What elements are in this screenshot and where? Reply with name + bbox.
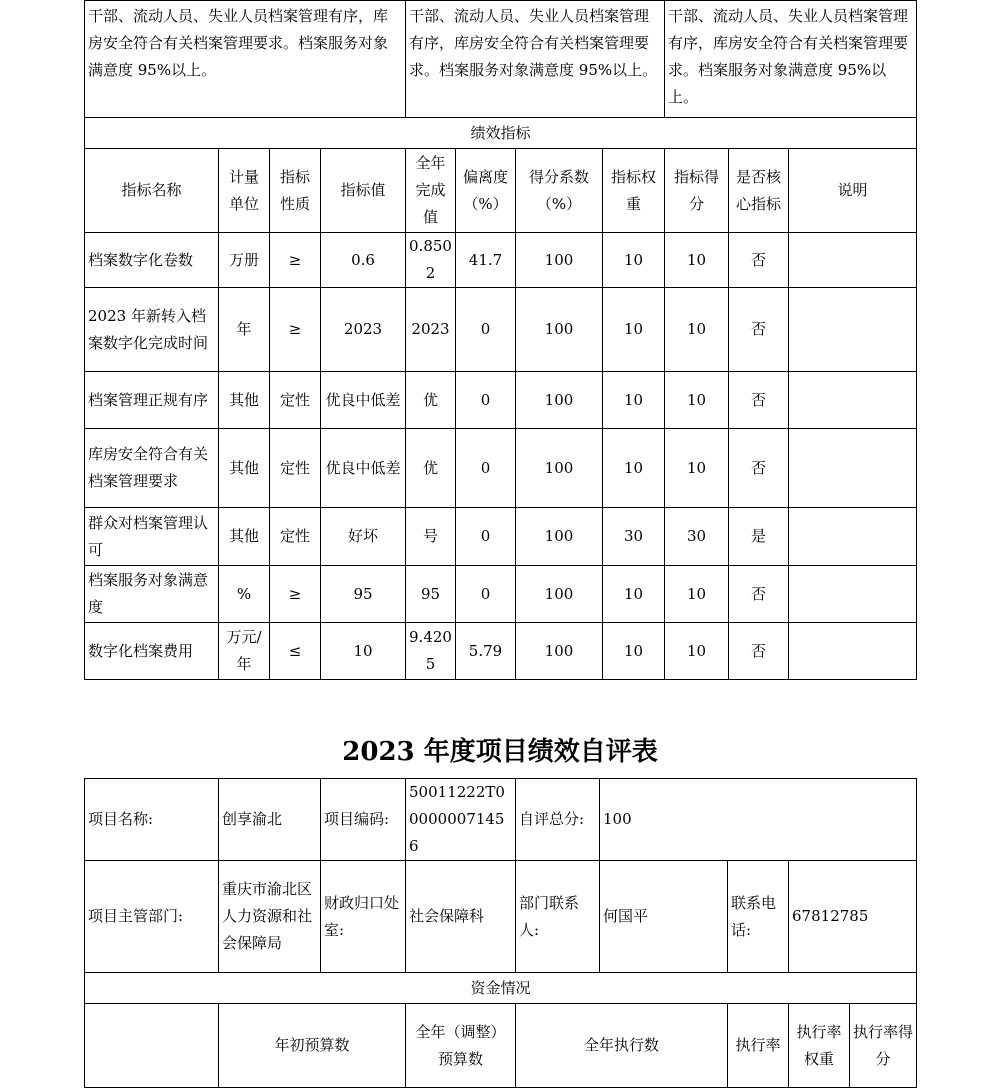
funds-header-adjusted: 全年（调整）预算数 <box>406 1004 516 1088</box>
table-row <box>85 566 917 623</box>
indicator-deviation: 0 <box>456 508 516 566</box>
indicator-name: 2023 年新转入档案数字化完成时间 <box>85 288 219 372</box>
phone-label: 联系电话: <box>728 861 789 973</box>
indicator-note <box>789 566 917 623</box>
indicator-coef: 100 <box>516 288 603 372</box>
indicator-note <box>789 508 917 566</box>
section-title-row <box>85 118 917 149</box>
project-row-2 <box>85 861 917 973</box>
funds-header-row <box>85 1004 917 1088</box>
indicator-unit: 年 <box>219 288 270 372</box>
indicator-name: 档案管理正规有序 <box>85 372 219 429</box>
indicator-core: 否 <box>729 372 789 429</box>
indicator-core: 是 <box>729 508 789 566</box>
indicator-unit: 万元/年 <box>219 623 270 680</box>
self-score-label: 自评总分: <box>516 779 600 861</box>
indicator-unit: 万册 <box>219 233 270 288</box>
header-unit: 计量单位 <box>219 149 270 233</box>
indicator-target: 优良中低差 <box>321 372 406 429</box>
header-score: 指标得分 <box>665 149 729 233</box>
indicator-score: 10 <box>665 233 729 288</box>
funds-title-row <box>85 973 917 1004</box>
funds-header-rate-weight: 执行率权重 <box>789 1004 850 1088</box>
header-weight: 指标权重 <box>603 149 665 233</box>
indicator-note <box>789 288 917 372</box>
indicator-nature: ≤ <box>270 623 321 680</box>
indicator-name: 档案数字化卷数 <box>85 233 219 288</box>
indicator-deviation: 0 <box>456 429 516 508</box>
indicator-score: 10 <box>665 566 729 623</box>
indicator-note <box>789 623 917 680</box>
table-row <box>85 233 917 288</box>
table-row <box>85 372 917 429</box>
indicator-unit: 其他 <box>219 508 270 566</box>
goal-text-1: 干部、流动人员、失业人员档案管理有序，库房安全符合有关档案管理要求。档案服务对象满意度 95%以上。 <box>85 1 406 118</box>
indicator-target: 好坏 <box>321 508 406 566</box>
indicator-target: 0.6 <box>321 233 406 288</box>
header-note: 说明 <box>789 149 917 233</box>
indicator-core: 否 <box>729 429 789 508</box>
indicator-core: 否 <box>729 566 789 623</box>
phone-value: 67812785 <box>789 861 917 973</box>
project-info-table <box>84 778 917 1088</box>
dept-label: 项目主管部门: <box>85 861 219 973</box>
header-coef: 得分系数（%） <box>516 149 603 233</box>
indicator-target: 95 <box>321 566 406 623</box>
indicator-note <box>789 233 917 288</box>
goal-text-3: 干部、流动人员、失业人员档案管理有序，库房安全符合有关档案管理要求。档案服务对象满意度 95%以上。 <box>665 1 917 118</box>
indicator-actual: 95 <box>406 566 456 623</box>
indicator-nature: ≥ <box>270 566 321 623</box>
self-score-value: 100 <box>600 779 917 861</box>
indicator-core: 否 <box>729 288 789 372</box>
table-row <box>85 623 917 680</box>
indicator-score: 10 <box>665 429 729 508</box>
indicator-nature: ≥ <box>270 233 321 288</box>
indicator-actual: 优 <box>406 429 456 508</box>
indicator-score: 10 <box>665 623 729 680</box>
header-deviation: 偏离度（%） <box>456 149 516 233</box>
indicator-score: 10 <box>665 288 729 372</box>
indicator-deviation: 0 <box>456 288 516 372</box>
indicator-deviation: 5.79 <box>456 623 516 680</box>
indicator-deviation: 0 <box>456 372 516 429</box>
indicator-unit: % <box>219 566 270 623</box>
indicator-deviation: 0 <box>456 566 516 623</box>
indicator-weight: 10 <box>603 623 665 680</box>
indicator-nature: ≥ <box>270 288 321 372</box>
indicator-name: 数字化档案费用 <box>85 623 219 680</box>
funds-header-initial: 年初预算数 <box>219 1004 406 1088</box>
indicator-weight: 10 <box>603 372 665 429</box>
indicator-weight: 30 <box>603 508 665 566</box>
header-target: 指标值 <box>321 149 406 233</box>
goal-text-2: 干部、流动人员、失业人员档案管理有序，库房安全符合有关档案管理要求。档案服务对象满意度 95%以上。 <box>406 1 665 118</box>
indicator-actual: 0.8502 <box>406 233 456 288</box>
indicator-target: 10 <box>321 623 406 680</box>
goal-row <box>85 1 917 118</box>
perf-section-title: 绩效指标 <box>85 118 917 149</box>
indicator-actual: 优 <box>406 372 456 429</box>
indicator-unit: 其他 <box>219 429 270 508</box>
indicator-coef: 100 <box>516 623 603 680</box>
table-row <box>85 288 917 372</box>
indicator-actual: 2023 <box>406 288 456 372</box>
indicator-weight: 10 <box>603 566 665 623</box>
funds-header-rate-score: 执行率得分 <box>850 1004 917 1088</box>
funds-section-title: 资金情况 <box>85 973 917 1004</box>
project-name-label: 项目名称: <box>85 779 219 861</box>
header-nature: 指标性质 <box>270 149 321 233</box>
indicator-target: 优良中低差 <box>321 429 406 508</box>
contact-value: 何国平 <box>600 861 728 973</box>
table-row <box>85 508 917 566</box>
dept-value: 重庆市渝北区人力资源和社会保障局 <box>219 861 321 973</box>
indicator-nature: 定性 <box>270 508 321 566</box>
indicator-coef: 100 <box>516 566 603 623</box>
indicator-target: 2023 <box>321 288 406 372</box>
project-name-value: 创享渝北 <box>219 779 321 861</box>
funds-header-rate: 执行率 <box>728 1004 789 1088</box>
finance-office-label: 财政归口处室: <box>321 861 406 973</box>
indicator-core: 否 <box>729 233 789 288</box>
indicator-actual: 9.4205 <box>406 623 456 680</box>
project-row-1 <box>85 779 917 861</box>
header-row <box>85 149 917 233</box>
indicator-core: 否 <box>729 623 789 680</box>
indicator-actual: 号 <box>406 508 456 566</box>
funds-header-executed: 全年执行数 <box>516 1004 728 1088</box>
project-code-label: 项目编码: <box>321 779 406 861</box>
funds-blank-cell <box>85 1004 219 1088</box>
indicator-unit: 其他 <box>219 372 270 429</box>
indicator-score: 10 <box>665 372 729 429</box>
header-core: 是否核心指标 <box>729 149 789 233</box>
performance-table <box>84 0 917 680</box>
indicator-nature: 定性 <box>270 429 321 508</box>
indicator-nature: 定性 <box>270 372 321 429</box>
indicator-weight: 10 <box>603 233 665 288</box>
document-title: 2023 年度项目绩效自评表 <box>342 737 658 767</box>
header-name: 指标名称 <box>85 149 219 233</box>
indicator-note <box>789 429 917 508</box>
finance-office-value: 社会保障科 <box>406 861 516 973</box>
indicator-note <box>789 372 917 429</box>
indicator-coef: 100 <box>516 508 603 566</box>
indicator-name: 群众对档案管理认可 <box>85 508 219 566</box>
project-code-value: 50011222T000000071456 <box>406 779 516 861</box>
contact-label: 部门联系人: <box>516 861 600 973</box>
indicator-score: 30 <box>665 508 729 566</box>
indicator-weight: 10 <box>603 288 665 372</box>
indicator-deviation: 41.7 <box>456 233 516 288</box>
indicator-coef: 100 <box>516 233 603 288</box>
indicator-name: 库房安全符合有关档案管理要求 <box>85 429 219 508</box>
indicator-coef: 100 <box>516 372 603 429</box>
indicator-name: 档案服务对象满意度 <box>85 566 219 623</box>
indicator-coef: 100 <box>516 429 603 508</box>
indicator-weight: 10 <box>603 429 665 508</box>
header-actual: 全年完成值 <box>406 149 456 233</box>
table-row <box>85 429 917 508</box>
